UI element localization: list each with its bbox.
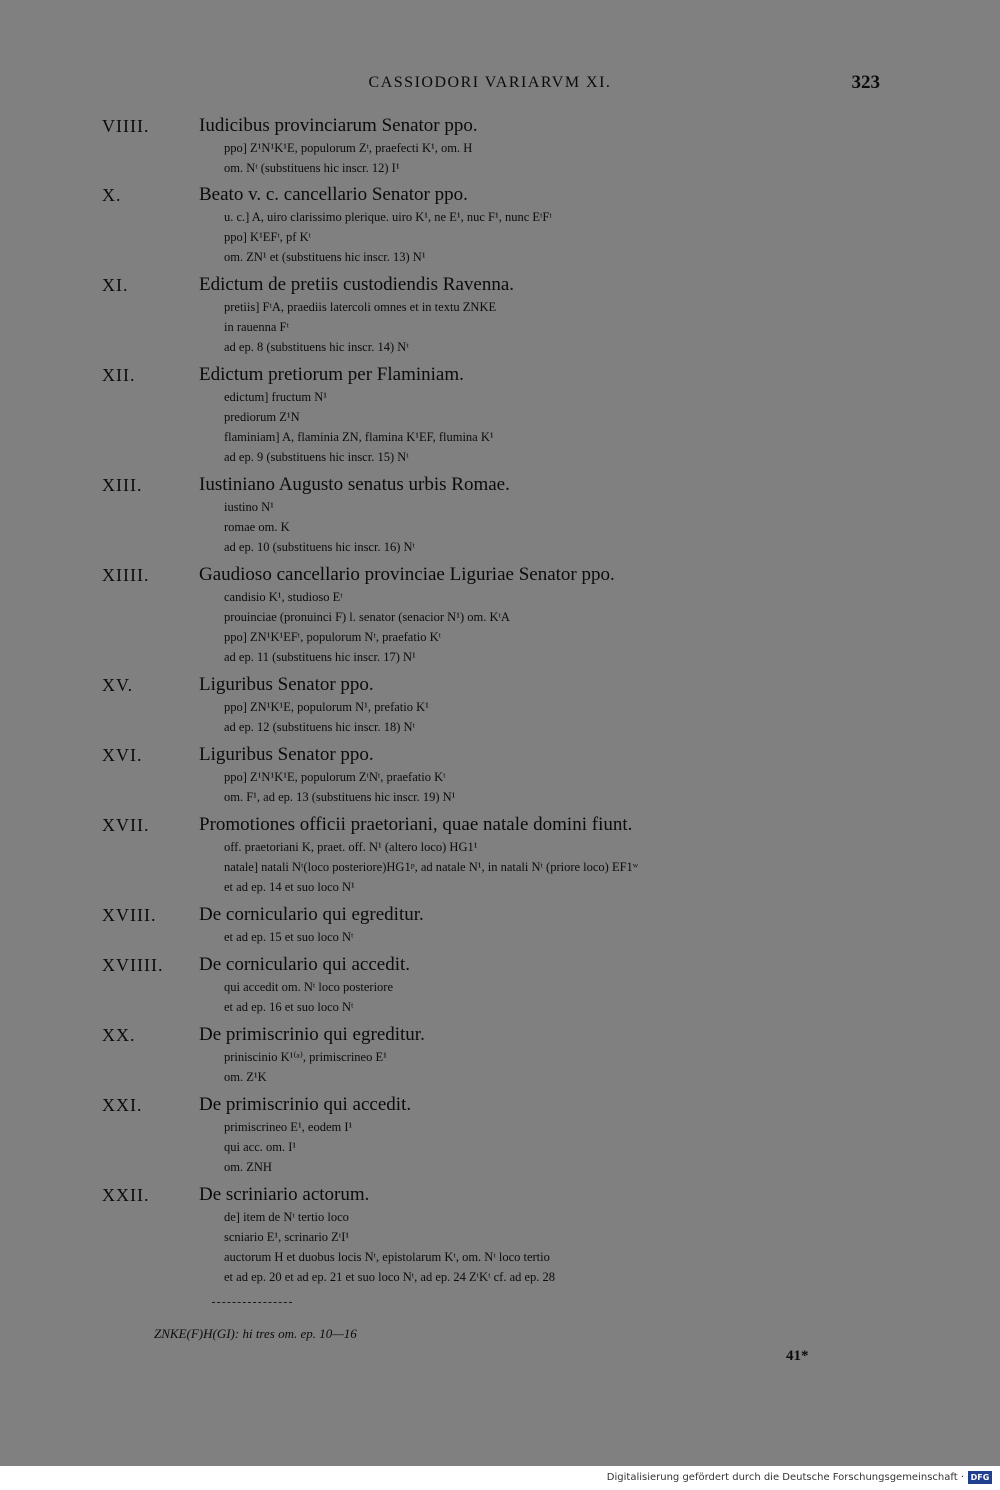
apparatus-block <box>224 497 1000 557</box>
entry-title: Edictum de pretiis custodiendis Ravenna. <box>199 274 515 295</box>
apparatus-line: edictum] fructum N¹ <box>224 390 328 404</box>
apparatus-line: u. c.] A, uiro clarissimo plerique. uiro K¹, ne E¹, nuc F¹, nunc EᵗFᵗ <box>224 210 552 224</box>
index-entry <box>0 903 1000 947</box>
funding-footer <box>0 1466 1000 1490</box>
entry-title: Beato v. c. cancellario Senator ppo. <box>199 184 468 205</box>
apparatus-line: ad ep. 12 (substituens hic inscr. 18) Nᵗ <box>224 720 415 734</box>
apparatus-line: ppo] K¹EFᵗ, pf Kᵗ <box>224 230 311 244</box>
apparatus-block <box>224 977 1000 1017</box>
entry-numeral: XI. <box>102 275 129 295</box>
dfg-logo-icon[interactable]: DFG <box>968 1471 992 1484</box>
entry-title: Gaudioso cancellario provinciae Liguriae Senator ppo. <box>199 564 615 585</box>
index-entry <box>0 563 1000 667</box>
apparatus-line: ppo] Z¹N¹K¹E, populorum ZᵗNᵗ, praefatio Kᵗ <box>224 770 446 784</box>
apparatus-line: et ad ep. 14 et suo loco N¹ <box>224 880 355 894</box>
apparatus-line: flaminiam] A, flaminia ZN, flamina K¹EF, flumina K¹ <box>224 430 494 444</box>
page-number: 323 <box>851 72 880 93</box>
entry-title: De corniculario qui accedit. <box>199 954 411 975</box>
apparatus-line: natale] natali Nᵗ(loco posteriore)HG1ᵖ, ad natale N¹, in natali Nᵗ (priore loco) EF1ʷ <box>224 860 639 874</box>
apparatus-line: off. praetoriani K, praet. off. N¹ (altero loco) HG1¹ <box>224 840 478 854</box>
entry-title: Iustiniano Augusto senatus urbis Romae. <box>199 474 510 495</box>
apparatus-line: in rauenna Fᵗ <box>224 320 289 334</box>
apparatus-block <box>224 837 1000 897</box>
apparatus-line: om. Z¹K <box>224 1070 267 1084</box>
entry-title: Edictum pretiorum per Flaminiam. <box>199 364 464 385</box>
apparatus-line: et ad ep. 20 et ad ep. 21 et suo loco Nᵗ, ad ep. 24 ZᵗKᵗ cf. ad ep. 28 <box>224 1270 556 1284</box>
apparatus-line: et ad ep. 16 et suo loco Nᵗ <box>224 1000 354 1014</box>
apparatus-line: auctorum H et duobus locis Nᵗ, epistolarum Kᵗ, om. Nᵗ loco tertio <box>224 1250 550 1264</box>
index-entry <box>0 1183 1000 1287</box>
apparatus-block <box>224 207 1000 267</box>
index-entry <box>0 1023 1000 1087</box>
apparatus-line: ad ep. 8 (substituens hic inscr. 14) Nᵗ <box>224 340 409 354</box>
entry-numeral: XXII. <box>102 1185 150 1205</box>
apparatus-block <box>224 297 1000 357</box>
apparatus-block <box>224 587 1000 667</box>
sources-note: ZNKE(F)H(GI): hi tres om. ep. 10—16 <box>154 1326 357 1341</box>
apparatus-line: pretiis] FᵗA, praediis latercoli omnes et in textu ZNKE <box>224 300 497 314</box>
letter-index-list <box>0 114 1000 1287</box>
entry-numeral: XVIIII. <box>102 955 164 975</box>
entry-title: Promotiones officii praetoriani, quae natale domini fiunt. <box>199 814 633 835</box>
apparatus-line: prouinciae (pronuinci F) l. senator (senacior N¹) om. KᵗA <box>224 610 510 624</box>
apparatus-line: ad ep. 11 (substituens hic inscr. 17) N¹ <box>224 650 416 664</box>
index-entry <box>0 1093 1000 1177</box>
index-entry <box>0 114 1000 178</box>
entry-title: De scriniario actorum. <box>199 1184 370 1205</box>
entry-title: Liguribus Senator ppo. <box>199 744 374 765</box>
entry-numeral: XII. <box>102 365 136 385</box>
apparatus-line: ppo] Z¹N¹K¹E, populorum Zᵗ, praefecti K¹, om. H <box>224 141 473 155</box>
entry-numeral: XVI. <box>102 745 143 765</box>
entry-numeral: XIII. <box>102 475 143 495</box>
entry-numeral: X. <box>102 185 122 205</box>
apparatus-line: qui acc. om. I¹ <box>224 1140 297 1154</box>
apparatus-line: prediorum Z¹N <box>224 410 300 424</box>
apparatus-line: om. Nᵗ (substituens hic inscr. 12) I¹ <box>224 161 400 175</box>
apparatus-line: de] item de Nᵗ tertio loco <box>224 1210 349 1224</box>
entry-title: De corniculario qui egreditur. <box>199 904 424 925</box>
index-entry <box>0 953 1000 1017</box>
entry-numeral: VIIII. <box>102 116 150 136</box>
entry-numeral: XXI. <box>102 1095 143 1115</box>
apparatus-block <box>224 138 1000 178</box>
apparatus-line: priniscinio K¹⁽ᵃ⁾, primiscrineo E¹ <box>224 1050 387 1064</box>
printer-signature: 41* <box>786 1348 809 1364</box>
entry-title: Iudicibus provinciarum Senator ppo. <box>199 115 478 136</box>
apparatus-line: om. F¹, ad ep. 13 (substituens hic inscr. 19) N¹ <box>224 790 456 804</box>
entry-numeral: XVII. <box>102 815 150 835</box>
index-entry <box>0 273 1000 357</box>
apparatus-block <box>224 927 1000 947</box>
apparatus-line: ppo] ZN¹K¹EFᵗ, populorum Nᵗ, praefatio Kᵗ <box>224 630 442 644</box>
apparatus-line: primiscrineo E¹, eodem I¹ <box>224 1120 353 1134</box>
index-entry <box>0 363 1000 467</box>
apparatus-line: romae om. K <box>224 520 290 534</box>
apparatus-line: et ad ep. 15 et suo loco Nᵗ <box>224 930 354 944</box>
entry-numeral: XVIII. <box>102 905 157 925</box>
entry-numeral: XX. <box>102 1025 136 1045</box>
apparatus-block <box>224 1207 1000 1287</box>
apparatus-line: om. ZNH <box>224 1160 272 1174</box>
index-entry <box>0 743 1000 807</box>
entry-numeral: XV. <box>102 675 134 695</box>
entry-title: Liguribus Senator ppo. <box>199 674 374 695</box>
apparatus-block <box>224 767 1000 807</box>
apparatus-line: om. ZN¹ et (substituens hic inscr. 13) N¹ <box>224 250 426 264</box>
apparatus-line: ppo] ZN¹K¹E, populorum N¹, prefatio K¹ <box>224 700 429 714</box>
apparatus-line: candisio K¹, studioso Eᵗ <box>224 590 343 604</box>
apparatus-line: qui accedit om. Nᵗ loco posteriore <box>224 980 394 994</box>
footnote-rule <box>212 1302 292 1303</box>
running-header-title: CASSIODORI VARIARVM XI. <box>368 74 612 91</box>
apparatus-block <box>224 1117 1000 1177</box>
apparatus-line: iustino N¹ <box>224 500 274 514</box>
index-entry <box>0 813 1000 897</box>
apparatus-line: ad ep. 9 (substituens hic inscr. 15) Nᵗ <box>224 450 409 464</box>
funding-credit: Digitalisierung gefördert durch die Deutsche Forschungsgemeinschaft · <box>606 1472 964 1483</box>
apparatus-block <box>224 697 1000 737</box>
entry-title: De primiscrinio qui egreditur. <box>199 1024 425 1045</box>
entry-numeral: XIIII. <box>102 565 150 585</box>
apparatus-block <box>224 387 1000 467</box>
index-entry <box>0 673 1000 737</box>
apparatus-line: ad ep. 10 (substituens hic inscr. 16) Nᵗ <box>224 540 415 554</box>
index-entry <box>0 183 1000 267</box>
index-entry <box>0 473 1000 557</box>
apparatus-block <box>224 1047 1000 1087</box>
entry-title: De primiscrinio qui accedit. <box>199 1094 412 1115</box>
apparatus-line: scniario E¹, scrinario ZᵗI¹ <box>224 1230 350 1244</box>
